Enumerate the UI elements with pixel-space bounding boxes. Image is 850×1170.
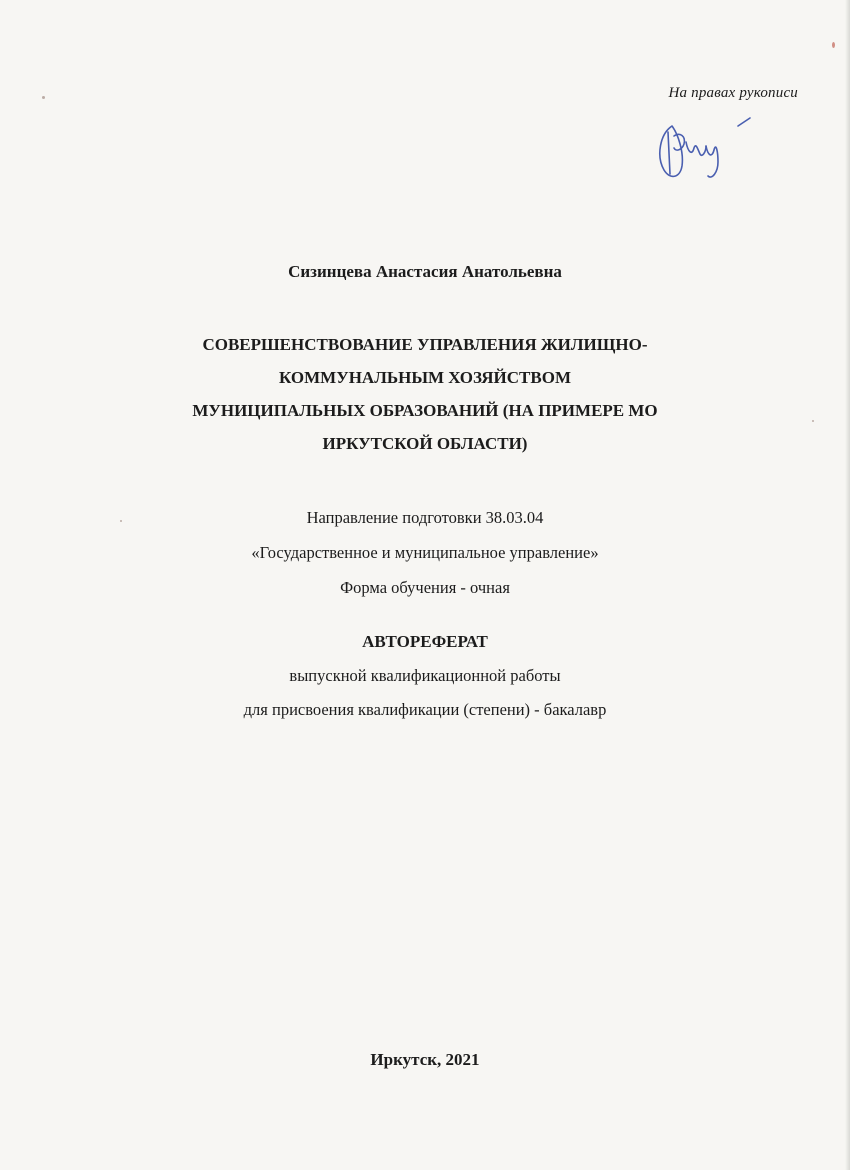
program-block	[0, 500, 850, 605]
study-form: Форма обучения - очная	[340, 578, 510, 597]
title-line: ИРКУТСКОЙ ОБЛАСТИ)	[322, 434, 528, 453]
scan-speck	[812, 420, 814, 422]
scan-speck	[42, 96, 45, 99]
city-year: Иркутск, 2021	[370, 1050, 480, 1069]
title-line: СОВЕРШЕНСТВОВАНИЕ УПРАВЛЕНИЯ ЖИЛИЩНО-	[202, 335, 648, 354]
scan-speck	[832, 42, 835, 48]
scan-speck	[120, 520, 122, 522]
author-name: Сизинцева Анастасия Анатольевна	[288, 262, 562, 281]
document-type-line: для присвоения квалификации (степени) - бакалавр	[243, 700, 607, 719]
thesis-title	[0, 328, 850, 460]
scan-edge-shadow	[845, 0, 850, 1170]
signature-icon	[650, 112, 760, 192]
program-name: «Государственное и муниципальное управление»	[251, 543, 599, 562]
document-type-block	[0, 625, 850, 727]
rights-note: На правах рукописи	[668, 85, 798, 101]
document-type-line: выпускной квалификационной работы	[289, 666, 561, 685]
title-line: КОММУНАЛЬНЫМ ХОЗЯЙСТВОМ	[279, 368, 571, 387]
document-type-heading: АВТОРЕФЕРАТ	[362, 632, 488, 651]
title-line: МУНИЦИПАЛЬНЫХ ОБРАЗОВАНИЙ (НА ПРИМЕРЕ МО	[192, 401, 658, 420]
program-direction: Направление подготовки 38.03.04	[306, 508, 544, 527]
